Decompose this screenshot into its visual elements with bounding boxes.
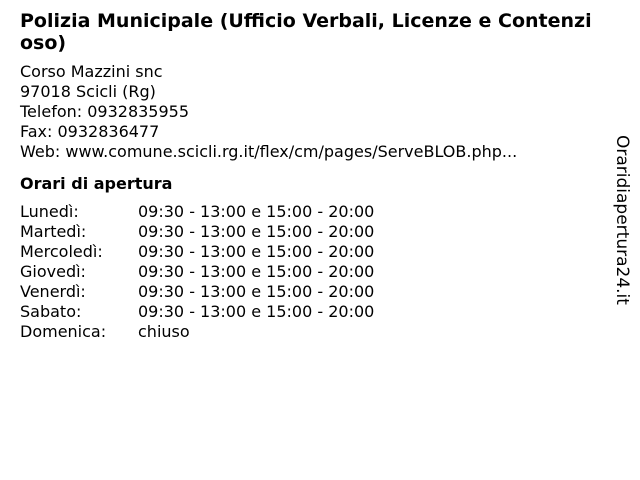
hours-time: 09:30 - 13:00 e 15:00 - 20:00 [138,302,375,321]
hours-row [20,202,600,222]
hours-day: Domenica: [20,322,107,341]
hours-day: Giovedì: [20,262,86,281]
hours-day: Martedì: [20,222,87,241]
fax-number: Fax: 0932836477 [20,122,160,141]
site-brand-label: Oraridiapertura24.it [612,135,632,305]
contact-block [20,62,600,162]
website-link[interactable]: Web: www.comune.scicli.rg.it/flex/cm/pages/ServeBLOB.php... [20,142,518,161]
listing-card [20,10,600,342]
hours-time: 09:30 - 13:00 e 15:00 - 20:00 [138,282,375,301]
hours-time: 09:30 - 13:00 e 15:00 - 20:00 [138,262,375,281]
hours-row [20,282,600,302]
phone-number: Telefon: 0932835955 [20,102,190,121]
hours-time: 09:30 - 13:00 e 15:00 - 20:00 [138,202,375,221]
hours-table [20,202,600,342]
hours-time: chiuso [138,322,190,341]
hours-time: 09:30 - 13:00 e 15:00 - 20:00 [138,222,375,241]
page-title: Polizia Municipale (Ufficio Verbali, Licenze e Contenzioso) [20,10,592,54]
hours-day: Venerdì: [20,282,86,301]
hours-row [20,322,600,342]
hours-day: Mercoledì: [20,242,103,261]
address-street: Corso Mazzini snc [20,62,163,81]
hours-heading: Orari di apertura [20,174,173,193]
hours-row [20,222,600,242]
hours-row [20,302,600,322]
hours-day: Lunedì: [20,202,79,221]
hours-day: Sabato: [20,302,82,321]
address-city: 97018 Scicli (Rg) [20,82,156,101]
hours-time: 09:30 - 13:00 e 15:00 - 20:00 [138,242,375,261]
hours-row [20,262,600,282]
hours-row [20,242,600,262]
